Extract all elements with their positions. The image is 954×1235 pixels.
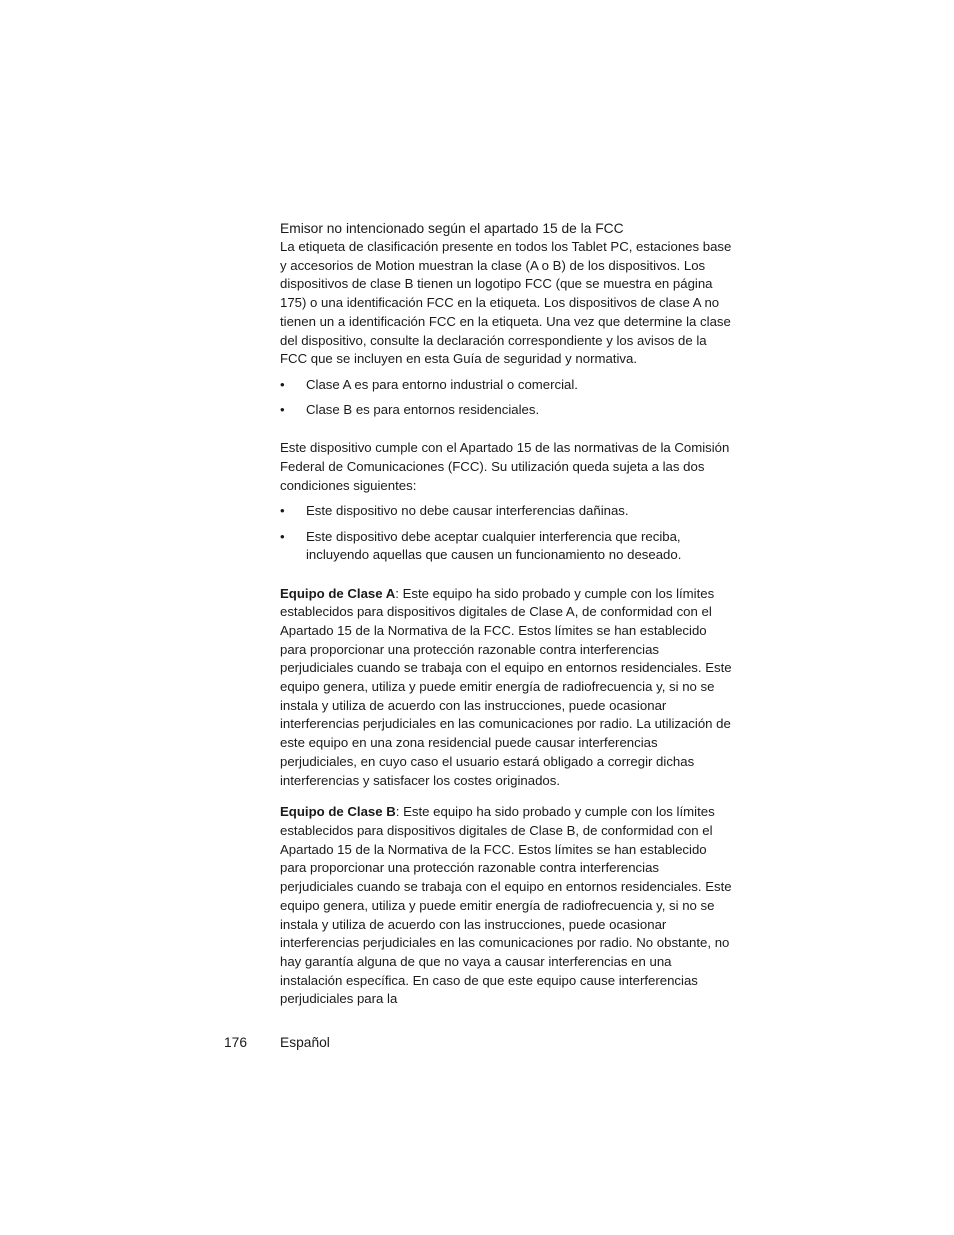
intro-paragraph: La etiqueta de clasificación presente en todos los Tablet PC, estaciones base y accesorios de Motion muestran la clase (A o B) de los dispositivos. Los dispositivos de clase B tienen un logotipo FCC (que se muestra en página 175) o una identificación FCC en la etiqueta. Los dispositivos de clase A no tienen un a identificación FCC en la etiqueta. Una vez que determine la clase del dispositivo, consulte la declaración correspondiente y los avisos de la FCC que se incluyen en esta Guía de seguridad y normativa. [280,239,732,367]
conditions-list [280,502,732,565]
footer-language: Español [280,1035,330,1050]
list-item: • Este dispositivo no debe causar interferencias dañinas. [280,502,732,521]
page-content [280,219,732,1009]
class-b-text: : Este equipo ha sido probado y cumple con los límites establecidos para dispositivos digitales de Clase B, de conformidad con el Apartado 15 de la Normativa de la FCC. Estos límites se han establecido para proporcionar una protección razonable contra interferencias perjudiciales cuando se trabaja con el equipo en entornos residenciales. Este equipo genera, utiliza y puede emitir energía de radiofrecuencia y, si no se instala y utiliza de acuerdo con las instrucciones, puede ocasionar interferencias perjudiciales en las comunicaciones por radio. No obstante, no hay garantía alguna de que no vaya a causar interferencias en una instalación específica. En caso de que este equipo cause interferencias perjudiciales para la [280,804,732,1007]
compliance-paragraph: Este dispositivo cumple con el Apartado 15 de las normativas de la Comisión Federal de Comunicaciones (FCC). Su utilización queda sujeta a las dos condiciones siguientes: [280,440,730,493]
list-item: • Clase B es para entornos residenciales. [280,401,732,420]
bullet-icon: • [280,402,285,418]
class-a-lead: Equipo de Clase A [280,585,396,601]
list-item: • Clase A es para entorno industrial o comercial. [280,376,732,395]
section-heading: Emisor no intencionado según el apartado 15 de la FCC [280,221,624,236]
page-number: 176 [224,1035,248,1050]
bullet-icon: • [280,528,285,544]
class-b-lead: Equipo de Clase B [280,804,396,820]
class-a-paragraph [280,585,732,791]
bullet-icon: • [280,376,285,392]
device-class-list [280,376,732,420]
class-a-text: : Este equipo ha sido probado y cumple con los límites establecidos para dispositivos digitales de Clase A, de conformidad con el Apartado 15 de la Normativa de la FCC. Estos límites se han establecido para proporcionar una protección razonable contra interferencias perjudiciales cuando se trabaja con el equipo en entornos residenciales. Este equipo genera, utiliza y puede emitir energía de radiofrecuencia y, si no se instala y utiliza de acuerdo con las instrucciones, puede ocasionar interferencias perjudiciales en las comunicaciones por radio. La utilización de este equipo en una zona residencial puede causar interferencias perjudiciales, en cuyo caso el usuario estará obligado a corregir dichas interferencias y satisfacer los costes originados. [280,585,732,788]
bullet-icon: • [280,503,285,519]
list-item: • Este dispositivo debe aceptar cualquier interferencia que reciba, incluyendo aquellas que causen un funcionamiento no deseado. [280,528,682,563]
class-b-paragraph [280,803,732,1009]
